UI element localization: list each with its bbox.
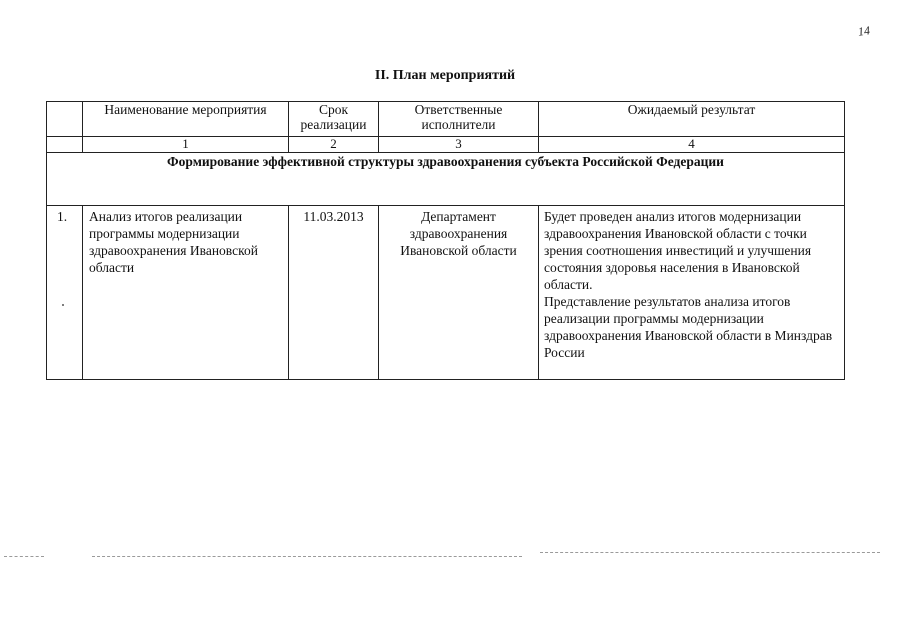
scan-artifact-line bbox=[540, 552, 880, 553]
column-number-3: 3 bbox=[379, 137, 539, 153]
header-result: Ожидаемый результат bbox=[539, 102, 845, 137]
column-number-1: 1 bbox=[83, 137, 289, 153]
scan-artifact-line bbox=[92, 556, 522, 557]
section-heading-row bbox=[47, 153, 845, 206]
column-number-2: 2 bbox=[289, 137, 379, 153]
row-term: 11.03.2013 bbox=[289, 206, 379, 380]
column-number-4: 4 bbox=[539, 137, 845, 153]
plan-table bbox=[46, 101, 845, 380]
row-result-paragraph-2: Представление результатов анализа итогов реализации программы модернизации здравоохранения Ивановской области в Минздрав России bbox=[544, 294, 833, 360]
section-heading: Формирование эффективной структуры здравоохранения субъекта Российской Федерации bbox=[47, 153, 845, 206]
header-term: Срок реализации bbox=[289, 102, 379, 137]
page-number: 14 bbox=[857, 23, 871, 39]
row-responsible: Департамент здравоохранения Ивановской области bbox=[379, 206, 539, 380]
scan-artifact-line bbox=[4, 556, 44, 557]
section-title: II. План мероприятий bbox=[374, 68, 516, 83]
scan-speck bbox=[62, 304, 64, 306]
row-result bbox=[539, 206, 845, 380]
header-name: Наименование мероприятия bbox=[83, 102, 289, 137]
row-name: Анализ итогов реализации программы модернизации здравоохранения Ивановской области bbox=[83, 206, 289, 380]
column-numbers-row bbox=[47, 137, 845, 153]
header-number bbox=[47, 102, 83, 137]
column-number-0 bbox=[47, 137, 83, 153]
table-header-row bbox=[47, 102, 845, 137]
row-number: 1. bbox=[47, 206, 83, 380]
table-row bbox=[47, 206, 845, 380]
row-result-paragraph-1: Будет проведен анализ итогов модернизации здравоохранения Ивановской области с точки зрения соотношения инвестиций и улучшения состояния здоровья населения в Ивановской области. bbox=[544, 209, 812, 292]
header-responsible: Ответственные исполнители bbox=[379, 102, 539, 137]
